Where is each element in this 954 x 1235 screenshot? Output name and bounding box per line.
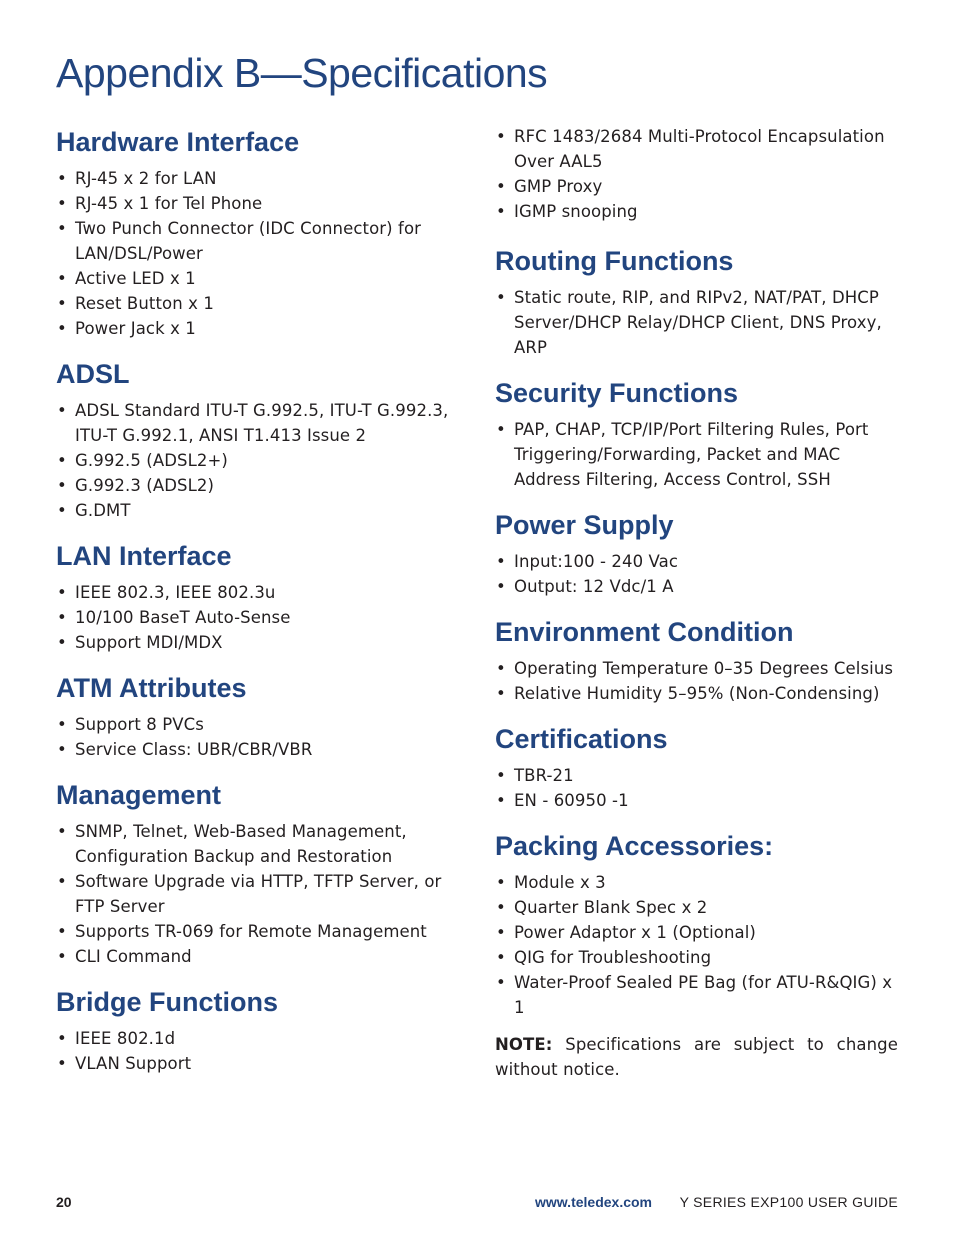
list-item: • VLAN Support bbox=[56, 1051, 456, 1076]
list-item: • PAP, CHAP, TCP/IP/Port Filtering Rules, Port Triggering/Forwarding, Packet and MAC Address Filtering, Access Control, SSH bbox=[495, 417, 898, 492]
section-bridge-functions-continued bbox=[495, 124, 898, 224]
list-item: • Relative Humidity 5–95% (Non-Condensing) bbox=[495, 681, 898, 706]
section-lan-interface bbox=[56, 538, 456, 655]
section-heading: Packing Accessories: bbox=[495, 831, 774, 861]
bullet-list bbox=[495, 549, 898, 599]
list-item: • GMP Proxy bbox=[495, 174, 898, 199]
list-item: • Service Class: UBR/CBR/VBR bbox=[56, 737, 456, 762]
list-item: • Active LED x 1 bbox=[56, 266, 456, 291]
list-item: • QIG for Troubleshooting bbox=[495, 945, 898, 970]
list-item: • Software Upgrade via HTTP, TFTP Server, or FTP Server bbox=[56, 869, 456, 919]
section-atm-attributes bbox=[56, 670, 456, 762]
left-column bbox=[56, 124, 456, 1076]
list-item: • Input:100 - 240 Vac bbox=[495, 549, 898, 574]
section-heading: Environment Condition bbox=[495, 617, 794, 647]
section-hardware-interface bbox=[56, 124, 456, 341]
list-item: • Support 8 PVCs bbox=[56, 712, 456, 737]
section-heading: ATM Attributes bbox=[56, 673, 247, 703]
section-bridge-functions bbox=[56, 984, 456, 1076]
page-title: Appendix B—Specifications bbox=[56, 50, 548, 96]
bullet-list bbox=[495, 124, 898, 224]
list-item: • IGMP snooping bbox=[495, 199, 898, 224]
section-management bbox=[56, 777, 456, 969]
section-certifications bbox=[495, 721, 898, 813]
section-heading: Power Supply bbox=[495, 510, 674, 540]
section-adsl bbox=[56, 356, 456, 523]
bullet-list bbox=[495, 656, 898, 706]
section-heading: Management bbox=[56, 780, 222, 810]
list-item: • Reset Button x 1 bbox=[56, 291, 456, 316]
list-item: • Power Adaptor x 1 (Optional) bbox=[495, 920, 898, 945]
bullet-list bbox=[495, 417, 898, 492]
section-heading: Security Functions bbox=[495, 378, 739, 408]
list-item: • G.992.3 (ADSL2) bbox=[56, 473, 456, 498]
list-item: • Output: 12 Vdc/1 A bbox=[495, 574, 898, 599]
bullet-list bbox=[56, 819, 456, 969]
page-number: 20 bbox=[56, 1194, 72, 1210]
section-heading: Bridge Functions bbox=[56, 987, 278, 1017]
list-item: • EN - 60950 -1 bbox=[495, 788, 898, 813]
section-routing-functions bbox=[495, 243, 898, 360]
section-security-functions bbox=[495, 375, 898, 492]
list-item: • Quarter Blank Spec x 2 bbox=[495, 895, 898, 920]
bullet-list bbox=[495, 285, 898, 360]
right-column bbox=[495, 124, 898, 1082]
list-item: • G.992.5 (ADSL2+) bbox=[56, 448, 456, 473]
website-link[interactable]: www.teledex.com bbox=[535, 1194, 652, 1210]
list-item: • Water-Proof Sealed PE Bag (for ATU-R&QIG) x 1 bbox=[495, 970, 898, 1020]
list-item: • 10/100 BaseT Auto-Sense bbox=[56, 605, 456, 630]
bullet-list bbox=[56, 580, 456, 655]
list-item: • Module x 3 bbox=[495, 870, 898, 895]
bullet-list bbox=[56, 712, 456, 762]
bullet-list bbox=[495, 870, 898, 1020]
list-item: • RJ-45 x 1 for Tel Phone bbox=[56, 191, 456, 216]
list-item: • RFC 1483/2684 Multi-Protocol Encapsulation Over AAL5 bbox=[495, 124, 898, 174]
list-item: • SNMP, Telnet, Web-Based Management, Configuration Backup and Restoration bbox=[56, 819, 456, 869]
list-item: • G.DMT bbox=[56, 498, 456, 523]
list-item: • Support MDI/MDX bbox=[56, 630, 456, 655]
guide-title: Y SERIES EXP100 USER GUIDE bbox=[679, 1194, 898, 1210]
note-text: Specifications are subject to change without notice. bbox=[495, 1035, 898, 1079]
list-item: • Static route, RIP, and RIPv2, NAT/PAT, DHCP Server/DHCP Relay/DHCP Client, DNS Proxy, ARP bbox=[495, 285, 898, 360]
list-item: • RJ-45 x 2 for LAN bbox=[56, 166, 456, 191]
section-heading: Certifications bbox=[495, 724, 668, 754]
section-heading: ADSL bbox=[56, 359, 130, 389]
list-item: • Power Jack x 1 bbox=[56, 316, 456, 341]
note-paragraph bbox=[495, 1032, 898, 1082]
bullet-list bbox=[56, 398, 456, 523]
section-power-supply bbox=[495, 507, 898, 599]
section-heading: Hardware Interface bbox=[56, 127, 300, 157]
section-packing-accessories bbox=[495, 828, 898, 1020]
list-item: • Supports TR-069 for Remote Management bbox=[56, 919, 456, 944]
section-heading: LAN Interface bbox=[56, 541, 232, 571]
list-item: • IEEE 802.1d bbox=[56, 1026, 456, 1051]
bullet-list bbox=[56, 166, 456, 341]
list-item: • ADSL Standard ITU-T G.992.5, ITU-T G.992.3, ITU-T G.992.1, ANSI T1.413 Issue 2 bbox=[56, 398, 456, 448]
section-environment-condition bbox=[495, 614, 898, 706]
section-heading: Routing Functions bbox=[495, 246, 734, 276]
bullet-list bbox=[56, 1026, 456, 1076]
list-item: • IEEE 802.3, IEEE 802.3u bbox=[56, 580, 456, 605]
page-footer bbox=[56, 1194, 898, 1214]
list-item: • TBR-21 bbox=[495, 763, 898, 788]
list-item: • Two Punch Connector (IDC Connector) for LAN/DSL/Power bbox=[56, 216, 456, 266]
note-label: NOTE: bbox=[495, 1035, 553, 1054]
list-item: • CLI Command bbox=[56, 944, 456, 969]
bullet-list bbox=[495, 763, 898, 813]
list-item: • Operating Temperature 0–35 Degrees Celsius bbox=[495, 656, 898, 681]
